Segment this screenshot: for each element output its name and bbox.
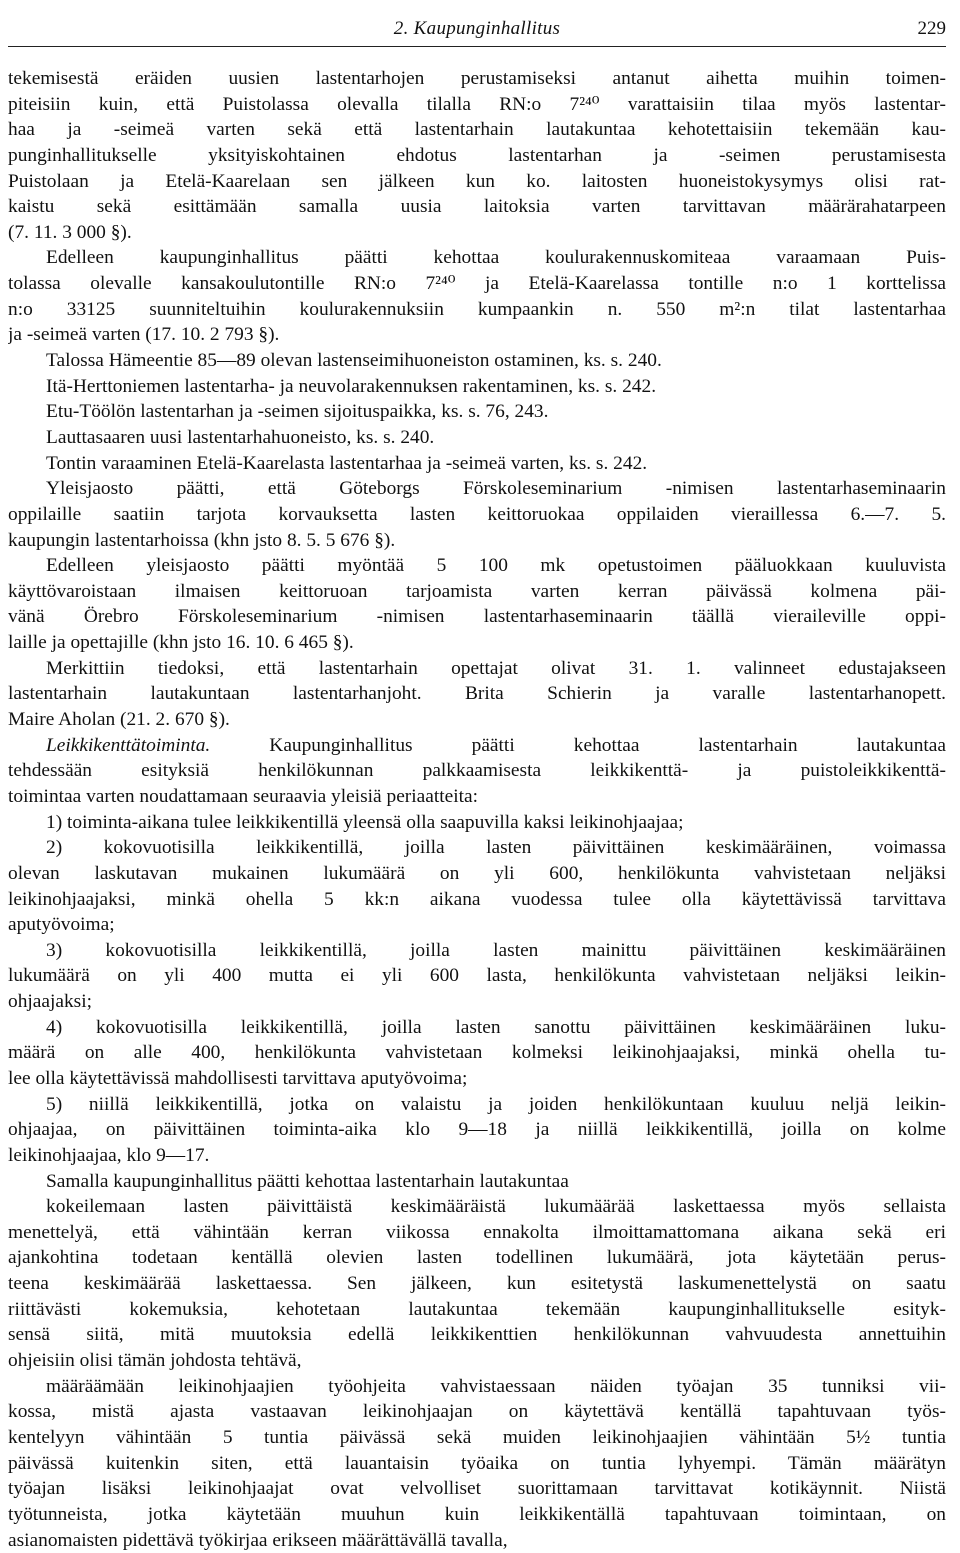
text-line	[8, 681, 946, 707]
line-text: käyttövaroistaan ilmaisen keittoruoan tarjoamista varten kerran päivässä kolmena päi-	[8, 580, 946, 602]
line-text: teena keskimäärää laskettaessa. Sen jälkeen, kun esitetystä laskumenettelystä on saatu	[8, 1273, 946, 1295]
line-text: Puistolaan ja Etelä-Kaarelaan sen jälkeen kun ko. laitosten huoneistokysymys olisi rat-	[8, 170, 946, 192]
line-text: menettelyä, että vähintään kerran viikossa ennakolta ilmoittamattomana aikana sekä eri	[8, 1221, 946, 1243]
text-line	[8, 1066, 946, 1092]
line-text: lastentarhain lautakuntaan lastentarhanjoht. Brita Schierin ja varalle lastentarhanopett.	[8, 683, 946, 705]
text-line	[8, 374, 946, 400]
text-line	[8, 553, 946, 579]
text-line	[8, 963, 946, 989]
line-text: lukumäärä on yli 400 mutta ei yli 600 lasta, henkilökunta vahvistetaan neljäksi leikin-	[8, 965, 946, 987]
text-line	[8, 758, 946, 784]
line-text: Merkittiin tiedoksi, että lastentarhain opettajat olivat 31. 1. valinneet edustajakseen	[46, 657, 946, 679]
text-line	[8, 502, 946, 528]
line-text: 1) toiminta-aikana tulee leikkikentillä yleensä olla saapuvilla kaksi leikinohjaajaa;	[46, 811, 684, 833]
document-body	[8, 66, 946, 1553]
text-line	[8, 989, 946, 1015]
text-line	[8, 1245, 946, 1271]
line-text: päivässä kuitenkin siten, että lauantaisin työaika on tuntia lyhyempi. Tämän määrätyn	[8, 1452, 946, 1474]
text-line	[8, 1143, 946, 1169]
text-line	[8, 1271, 946, 1297]
line-text: kaupungin lastentarhoissa (khn jsto 8. 5. 5 676 §).	[8, 529, 396, 551]
section-heading: Leikkikenttätoiminta.	[46, 734, 211, 756]
text-line	[8, 1220, 946, 1246]
text-line	[8, 399, 946, 425]
line-text: Kaupunginhallitus päätti kehottaa lastentarhain lautakuntaa	[210, 734, 946, 756]
line-text: punginhallitukselle yksityiskohtainen ehdotus lastentarhan ja -seimen perustamisesta	[8, 144, 946, 166]
page-header	[8, 14, 946, 47]
text-line	[8, 630, 946, 656]
line-text: lee olla käytettävissä mahdollisesti tarvittava aputyövoima;	[8, 1067, 468, 1089]
line-text: Maire Aholan (21. 2. 670 §).	[8, 709, 230, 731]
text-line	[8, 1528, 946, 1553]
line-text: leikinohjaajaksi, minkä ohella 5 kk:n aikana vuodessa tulee olla käytettävissä tarvittava	[8, 888, 946, 910]
text-line	[8, 528, 946, 554]
text-line	[8, 1476, 946, 1502]
text-line	[8, 1015, 946, 1041]
line-text: työtunneista, jotka käytetään muuhun kuin leikkikentällä tapahtuvaan toimintaan, on	[8, 1503, 946, 1525]
text-line	[8, 271, 946, 297]
text-line	[8, 938, 946, 964]
line-text: Itä-Herttoniemen lastentarha- ja neuvolarakennuksen rakentaminen, ks. s. 242.	[46, 375, 657, 397]
text-line	[8, 322, 946, 348]
line-text: tehdessään esityksiä henkilökunnan palkkaamisesta leikkikenttä- ja puistoleikkikenttä-	[8, 760, 946, 782]
text-line	[8, 1502, 946, 1528]
text-line	[8, 297, 946, 323]
line-text: kaistu sekä esittämään samalla uusia laitoksia varten tarvittavan määrärahatarpeen	[8, 196, 946, 218]
text-line	[8, 861, 946, 887]
text-line	[8, 1040, 946, 1066]
line-text: vänä Örebro Förskoleseminarium -nimisen lastentarhaseminaarin täällä vieraileville oppi-	[8, 606, 946, 628]
text-line	[8, 707, 946, 733]
text-line	[8, 451, 946, 477]
text-line	[8, 1169, 946, 1195]
text-line	[8, 425, 946, 451]
line-text: ohjaajaksi;	[8, 991, 93, 1013]
text-line	[8, 579, 946, 605]
line-text: haa ja -seimeä varten sekä että lastentarhain lautakuntaa kehotettaisiin tekemään kau-	[8, 119, 946, 141]
text-line	[8, 784, 946, 810]
line-text: ajankohtina todetaan kentällä olevien lasten todellinen lukumäärä, jota käytetään perus-	[8, 1247, 946, 1269]
line-text: sensä siitä, mitä muutoksia edellä leikkikenttien henkilökunnan vahvuudesta annettuihin	[8, 1324, 946, 1346]
line-text: Tontin varaaminen Etelä-Kaarelasta lastentarhaa ja -seimeä varten, ks. s. 242.	[46, 452, 648, 474]
line-text: Etu-Töölön lastentarhan ja -seimen sijoituspaikka, ks. s. 76, 243.	[46, 401, 549, 423]
page-number: 229	[917, 18, 946, 39]
text-line	[8, 245, 946, 271]
line-text: Lauttasaaren uusi lastentarhahuoneisto, ks. s. 240.	[46, 426, 435, 448]
text-line	[8, 476, 946, 502]
text-line	[8, 194, 946, 220]
running-title: 2. Kaupunginhallitus	[393, 18, 561, 39]
text-line	[8, 1117, 946, 1143]
line-text: Edelleen kaupunginhallitus päätti kehottaa koulurakennuskomiteaa varaamaan Puis-	[46, 247, 946, 269]
line-text: olevan laskutavan mukainen lukumäärä on yli 600, henkilökunta vahvistetaan neljäksi	[8, 862, 946, 884]
line-text: kentelyyn vähintään 5 tuntia päivässä sekä muiden leikinohjaajien vähintään 5½ tuntia	[8, 1426, 946, 1448]
text-line	[8, 1092, 946, 1118]
text-line	[8, 92, 946, 118]
line-text: laille ja opettajille (khn jsto 16. 10. 6 465 §).	[8, 632, 354, 654]
text-line	[8, 1297, 946, 1323]
line-text: 5) niillä leikkikentillä, jotka on valaistu ja joiden henkilökuntaan kuuluu neljä leikin-	[46, 1093, 946, 1115]
line-text: n:o 33125 suunniteltuihin koulurakennuksiin kumpaankin n. 550 m²:n tilat lastentarhaa	[8, 298, 946, 320]
text-line	[8, 1348, 946, 1374]
line-text: aputyövoima;	[8, 914, 115, 936]
text-line	[8, 1399, 946, 1425]
line-text: Samalla kaupunginhallitus päätti kehottaa lastentarhain lautakuntaa	[46, 1170, 569, 1192]
line-text: määräämään leikinohjaajien työohjeita vahvistaessaan näiden työajan 35 tunniksi vii-	[46, 1375, 946, 1397]
line-text: asianomaisten pidettävä työkirjaa erikseen määrättävällä tavalla,	[8, 1529, 508, 1551]
line-text: oppilaille saatiin tarjota korvauksetta lasten keittoruokaa oppilaiden vieraillessa 6.—7. 5.	[8, 503, 946, 525]
text-line	[8, 117, 946, 143]
text-line	[8, 733, 946, 759]
text-line	[8, 810, 946, 836]
line-text: tolassa olevalle kansakoulutontille RN:o 7²⁴⁰ ja Etelä-Kaarelassa tontille n:o 1 korttelissa	[8, 273, 946, 295]
text-line	[8, 169, 946, 195]
text-line	[8, 220, 946, 246]
line-text: 3) kokovuotisilla leikkikentillä, joilla lasten mainittu päivittäinen keskimääräinen	[46, 939, 946, 961]
line-text: piteisiin kuin, että Puistolassa olevalla tilalla RN:o 7²⁴⁰ varattaisiin tilaa myös lastentar-	[8, 93, 946, 115]
text-line	[8, 1194, 946, 1220]
line-text: Edelleen yleisjaosto päätti myöntää 5 100 mk opetustoimen pääluokkaan kuuluvista	[46, 555, 946, 577]
line-text: ja -seimeä varten (17. 10. 2 793 §).	[8, 324, 280, 346]
line-text: 4) kokovuotisilla leikkikentillä, joilla lasten sanottu päivittäinen keskimääräinen luku-	[46, 1016, 946, 1038]
line-text: riittävästi kokemuksia, kehotetaan lautakuntaa tekemään kaupunginhallitukselle esityk-	[8, 1298, 946, 1320]
line-text: toimintaa varten noudattamaan seuraavia yleisiä periaatteita:	[8, 785, 479, 807]
text-line	[8, 348, 946, 374]
line-text: kokeilemaan lasten päivittäistä keskimääräistä lukumäärää laskettaessa myös sellaista	[46, 1196, 946, 1218]
text-line	[8, 143, 946, 169]
text-line	[8, 656, 946, 682]
text-line	[8, 835, 946, 861]
line-text: 2) kokovuotisilla leikkikentillä, joilla lasten päivittäinen keskimääräinen, voimassa	[46, 837, 946, 859]
line-text: Yleisjaosto päätti, että Göteborgs Förskoleseminarium -nimisen lastentarhaseminaarin	[46, 478, 946, 500]
text-line	[8, 887, 946, 913]
line-text: leikinohjaajaa, klo 9—17.	[8, 1144, 210, 1166]
line-text: kossa, mistä ajasta vastaavan leikinohjaajan on käytettävä kentällä tapahtuvaan työs-	[8, 1401, 946, 1423]
line-text: tekemisestä eräiden uusien lastentarhojen perustamiseksi antanut aihetta muihin toimen-	[8, 68, 946, 89]
line-text: Talossa Hämeentie 85—89 olevan lastenseimihuoneiston ostaminen, ks. s. 240.	[46, 350, 662, 372]
text-line	[8, 1425, 946, 1451]
text-line	[8, 66, 946, 92]
line-text: ohjaajaa, on päivittäinen toiminta-aika klo 9—18 ja niillä leikkikentillä, joilla on kolme	[8, 1119, 946, 1141]
text-line	[8, 1374, 946, 1400]
line-text: työajan lisäksi leikinohjaajat ovat velvolliset suorittamaan tarvittavat kotikäynnit. Niistä	[8, 1478, 946, 1500]
text-line	[8, 604, 946, 630]
text-line	[8, 1322, 946, 1348]
text-line	[8, 1451, 946, 1477]
line-text: (7. 11. 3 000 §).	[8, 221, 132, 243]
text-line	[8, 912, 946, 938]
line-text: ohjeisiin olisi tämän johdosta tehtävä,	[8, 1350, 302, 1372]
line-text: määrä on alle 400, henkilökunta vahvistetaan kolmeksi leikinohjaajaksi, minkä ohella tu-	[8, 1042, 946, 1064]
